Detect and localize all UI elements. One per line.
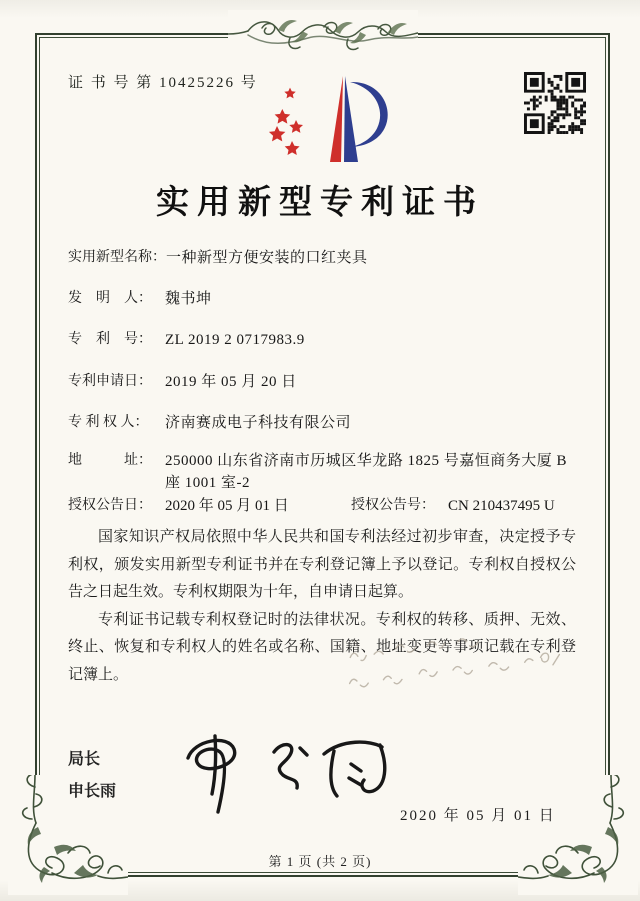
page-number: 第 1 页 (共 2 页) [268,854,372,869]
director-signature-icon [158,728,400,818]
signer-block [68,744,116,808]
field-label: 专 利 号： [68,332,152,347]
field-label: 专利申请日： [68,374,152,389]
certificate-number: 证 书 号 第 10425226 号 [68,75,258,91]
legal-paragraph-1: 国家知识产权局依照中华人民共和国专利法经过初步审查，决定授予专利权，颁发实用新型专利证书并在专利登记簿上予以登记。专利权自授权公告之日起生效。专利权期限为十年，自申请日起算。 [68,529,576,600]
field-row-name [68,247,576,269]
field-value: ZL 2019 2 0717983.9 [165,332,305,348]
field-label: 专 利 权 人： [68,415,149,430]
field-value: 济南赛成电子科技有限公司 [165,415,352,431]
field-row-filing-date [68,371,576,393]
certificate-title: 实用新型专利证书 [156,185,484,221]
grant-no-value: CN 210437495 U [448,498,555,514]
grant-date-label: 授权公告日： [68,498,152,513]
signer-title: 局长 [68,751,101,768]
field-row-inventor [68,288,576,310]
signer-name: 申长雨 [68,783,117,800]
field-row-patentee [68,412,576,434]
grant-date-value: 2020 年 05 月 01 日 [165,498,289,514]
qr-code-icon [524,72,586,134]
field-value: 一种新型方便安装的口红夹具 [166,250,368,266]
cnipa-logo-icon [250,70,406,166]
field-label: 地 址： [68,453,152,468]
field-value: 2019 年 05 月 20 日 [165,374,297,390]
corner-flourish-right-icon [518,775,638,895]
field-label: 发 明 人： [68,291,152,306]
issue-date: 2020 年 05 月 01 日 [400,808,556,824]
pencil-annotation-icon [333,624,575,714]
grant-no-label: 授权公告号： [351,498,435,513]
grant-row [68,495,576,517]
field-row-patent-no [68,329,576,351]
field-label: 实用新型名称： [68,250,166,265]
legal-paragraph-2: 专利证书记载专利权登记时的法律状况。专利权的转移、质押、无效、终止、恢复和专利权人的姓名或名称、国籍、地址变更等事项记载在专利登记簿上。 [68,611,576,683]
top-scroll-ornament-icon [228,10,418,56]
field-row-address [68,450,576,494]
field-value: 魏书坤 [165,291,212,307]
field-value: 250000 山东省济南市历城区华龙路 1825 号嘉恒商务大厦 B 座 1001 室-2 [165,453,568,491]
